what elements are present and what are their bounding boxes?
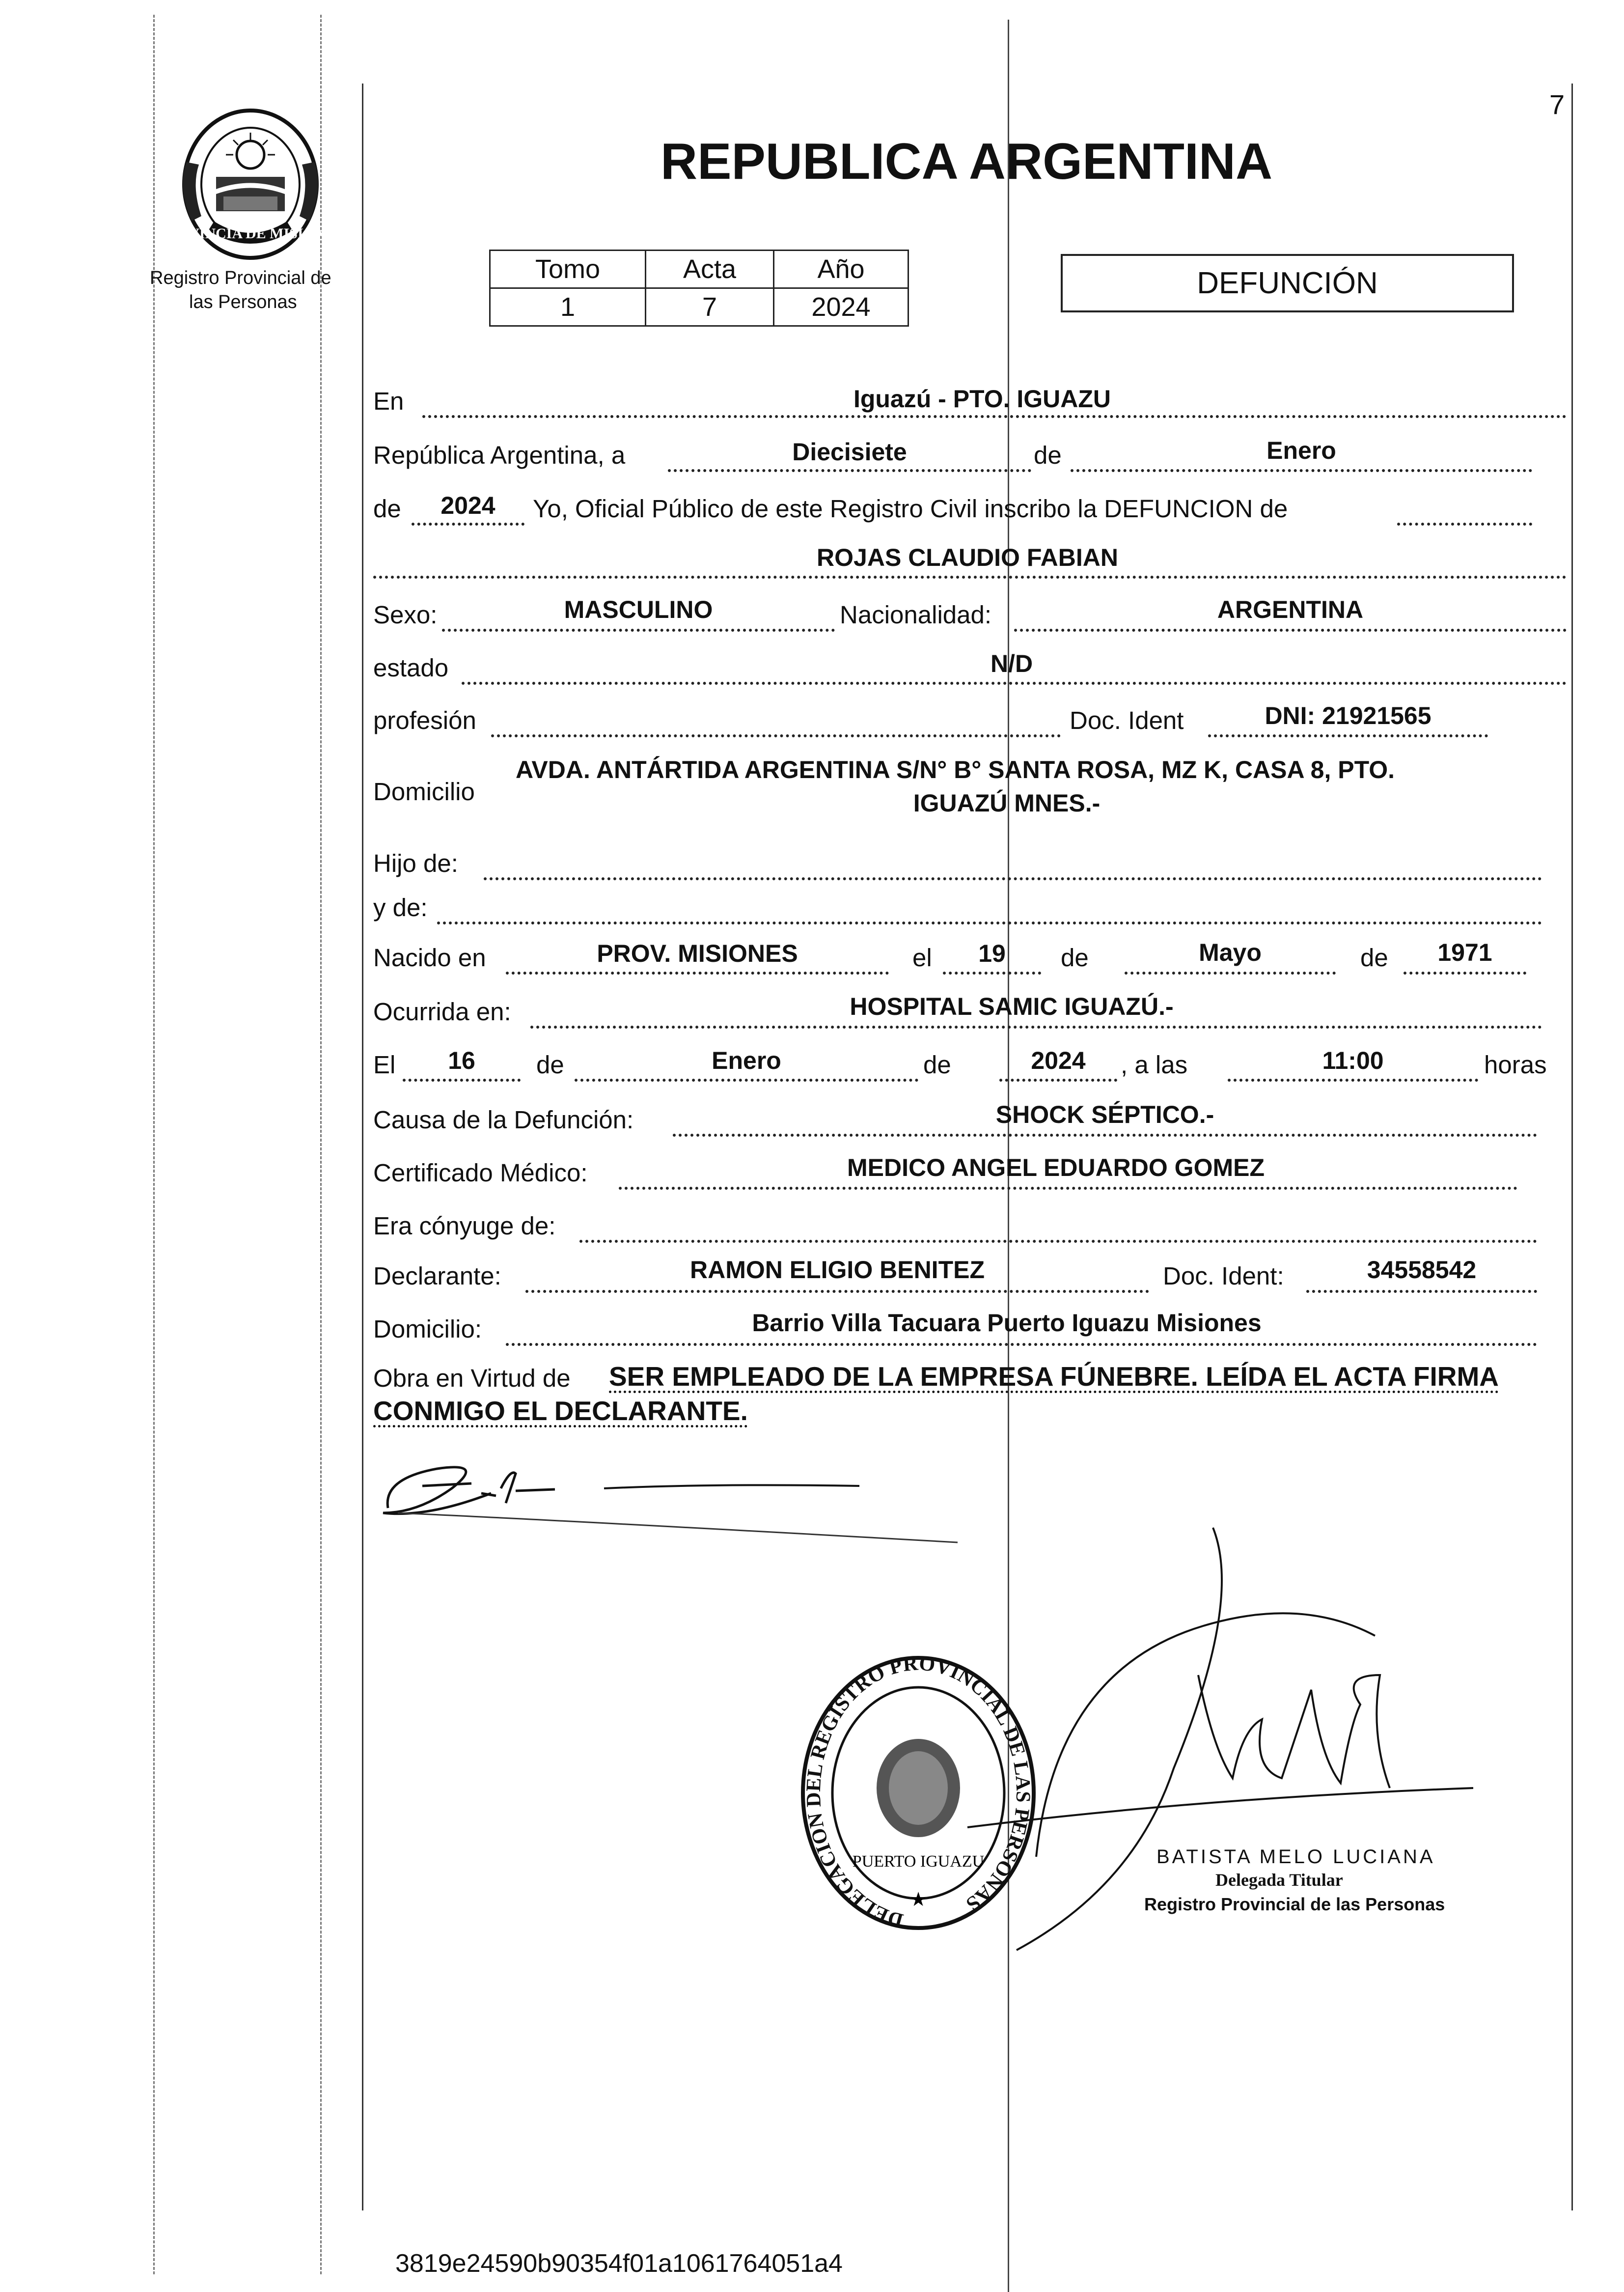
conyuge-line [579, 1240, 1537, 1243]
nacido-value: PROV. MISIONES [597, 940, 798, 967]
domicilio2-value: Barrio Villa Tacuara Puerto Iguazu Misiones [752, 1309, 1262, 1337]
seal-star-icon: ★ [909, 1889, 927, 1910]
day-value: Diecisiete [792, 438, 907, 466]
doc-value: DNI: 21921565 [1265, 702, 1431, 729]
conyuge-label: Era cónyuge de: [373, 1212, 556, 1240]
name-line [373, 576, 1567, 579]
nacionalidad-value: ARGENTINA [1217, 596, 1364, 623]
profesion-label: profesión [373, 706, 476, 734]
doc2-line [1306, 1290, 1537, 1293]
en-value: Iguazú - PTO. IGUAZU [853, 385, 1111, 413]
year-value: 2024 [440, 492, 495, 519]
profesion-line [491, 734, 1061, 737]
obra-value-line2: CONMIGO EL DECLARANTE. [373, 1396, 748, 1426]
deceased-name: ROJAS CLAUDIO FABIAN [817, 544, 1118, 571]
de4-label: de [1360, 944, 1388, 972]
certificado-label: Certificado Médico: [373, 1159, 588, 1187]
republica-label: República Argentina, a [373, 441, 626, 469]
nacido-line [506, 972, 889, 975]
birth-year: 1971 [1437, 939, 1492, 966]
hijo-line [484, 877, 1542, 880]
day-line [668, 469, 1031, 472]
right-margin-line [1571, 84, 1573, 2210]
stamp-line2: Delegada Titular [1215, 1870, 1343, 1890]
declarante-line [525, 1290, 1149, 1293]
ocurrida-line [530, 1026, 1542, 1029]
declarante-value: RAMON ELIGIO BENITEZ [690, 1256, 985, 1284]
sexo-value: MASCULINO [564, 596, 713, 623]
oficial-text: Yo, Oficial Público de este Registro Civil inscribo la DEFUNCION de [533, 495, 1288, 523]
header-anio: Año [774, 251, 908, 288]
el2-label: El [373, 1051, 396, 1079]
estado-line [462, 682, 1567, 685]
footer-hash: 3819e24590b90354f01a1061764051a4 [395, 2249, 843, 2278]
value-acta: 7 [646, 288, 774, 326]
hijo-label: Hijo de: [373, 849, 458, 877]
death-month-line [575, 1079, 918, 1082]
death-time: 11:00 [1322, 1047, 1384, 1074]
death-month: Enero [712, 1047, 781, 1074]
nacionalidad-label: Nacionalidad: [840, 601, 992, 629]
estado-label: estado [373, 654, 449, 682]
de3-label: de [1061, 944, 1089, 972]
sexo-label: Sexo: [373, 601, 438, 629]
domicilio-value-line1: AVDA. ANTÁRTIDA ARGENTINA S/N° B° SANTA ROSA, MZ K, CASA 8, PTO. [516, 756, 1395, 783]
value-tomo: 1 [490, 288, 646, 326]
domicilio2-line [506, 1343, 1537, 1346]
seal-inner-text: PUERTO IGUAZU [852, 1852, 985, 1871]
birth-year-line [1404, 972, 1526, 975]
seal-ring-text: DELEGACION DEL REGISTRO PROVINCIAL DE LAS PERSONAS [802, 1652, 1035, 1932]
ocurrida-label: Ocurrida en: [373, 998, 511, 1026]
certificado-value: MEDICO ANGEL EDUARDO GOMEZ [847, 1154, 1265, 1181]
record-table [489, 250, 909, 327]
registry-caption-line2: las Personas [189, 292, 297, 312]
province-logo [157, 103, 344, 265]
el-label: el [912, 944, 932, 972]
page-number: 7 [1549, 89, 1565, 120]
birth-day: 19 [978, 940, 1006, 967]
declarant-signature [368, 1439, 982, 1567]
domicilio2-label: Domicilio: [373, 1315, 482, 1343]
certificado-line [619, 1187, 1517, 1190]
registry-caption-line1: Registro Provincial de [150, 268, 331, 288]
record-type-box [1061, 254, 1514, 312]
causa-line [673, 1134, 1537, 1137]
obra-value-line1: SER EMPLEADO DE LA EMPRESA FÚNEBRE. LEÍDA EL ACTA FIRMA [609, 1361, 1499, 1392]
coat-of-arms-icon [157, 103, 344, 265]
death-time-line [1228, 1079, 1478, 1082]
birth-day-line [943, 972, 1041, 975]
stamp-line3: Registro Provincial de las Personas [1144, 1894, 1445, 1914]
death-day: 16 [448, 1047, 475, 1074]
death-year-line [999, 1079, 1117, 1082]
record-type: DEFUNCIÓN [1197, 266, 1378, 300]
oficial-line [1397, 523, 1532, 526]
causa-value: SHOCK SÉPTICO.- [995, 1101, 1214, 1128]
scan-edge-line-2 [320, 15, 322, 2274]
scan-edge-line [153, 15, 155, 2274]
value-anio: 2024 [774, 288, 908, 326]
doc-label: Doc. Ident [1070, 706, 1184, 734]
de-label: de [1034, 441, 1062, 469]
header-tomo: Tomo [490, 251, 646, 288]
nacido-label: Nacido en [373, 944, 486, 972]
yde-line [437, 922, 1542, 924]
de6-label: de [923, 1051, 951, 1079]
stamp-line1: BATISTA MELO LUCIANA [1156, 1846, 1435, 1868]
birth-month-line [1125, 972, 1336, 975]
yde-label: y de: [373, 894, 428, 922]
domicilio-value-line2: IGUAZÚ MNES.- [913, 789, 1101, 817]
domicilio-label: Domicilio [373, 778, 475, 806]
month-value: Enero [1266, 437, 1336, 464]
nacionalidad-line [1014, 629, 1567, 632]
de5-label: de [536, 1051, 564, 1079]
horas-label: horas [1484, 1051, 1547, 1079]
alas-label: , a las [1121, 1051, 1188, 1079]
ocurrida-value: HOSPITAL SAMIC IGUAZÚ.- [850, 993, 1174, 1020]
estado-value: N/D [990, 650, 1033, 677]
left-margin-line [362, 84, 363, 2210]
logo-ring-text: PROVINCIA DE MISIONES [157, 225, 344, 242]
en-label: En [373, 387, 404, 415]
death-year: 2024 [1031, 1047, 1086, 1074]
de2-label: de [373, 495, 401, 523]
declarante-label: Declarante: [373, 1262, 501, 1290]
year-line [412, 523, 524, 526]
en-line [422, 415, 1567, 418]
doc2-label: Doc. Ident: [1163, 1262, 1284, 1290]
page-title: REPUBLICA ARGENTINA [661, 133, 1273, 190]
doc-line [1208, 734, 1488, 737]
causa-label: Causa de la Defunción: [373, 1106, 634, 1134]
death-day-line [403, 1079, 521, 1082]
header-acta: Acta [646, 251, 774, 288]
sexo-line [442, 629, 835, 632]
doc2-value: 34558542 [1367, 1256, 1477, 1284]
obra-label: Obra en Virtud de [373, 1364, 571, 1392]
birth-month: Mayo [1199, 939, 1262, 966]
month-line [1071, 469, 1532, 472]
